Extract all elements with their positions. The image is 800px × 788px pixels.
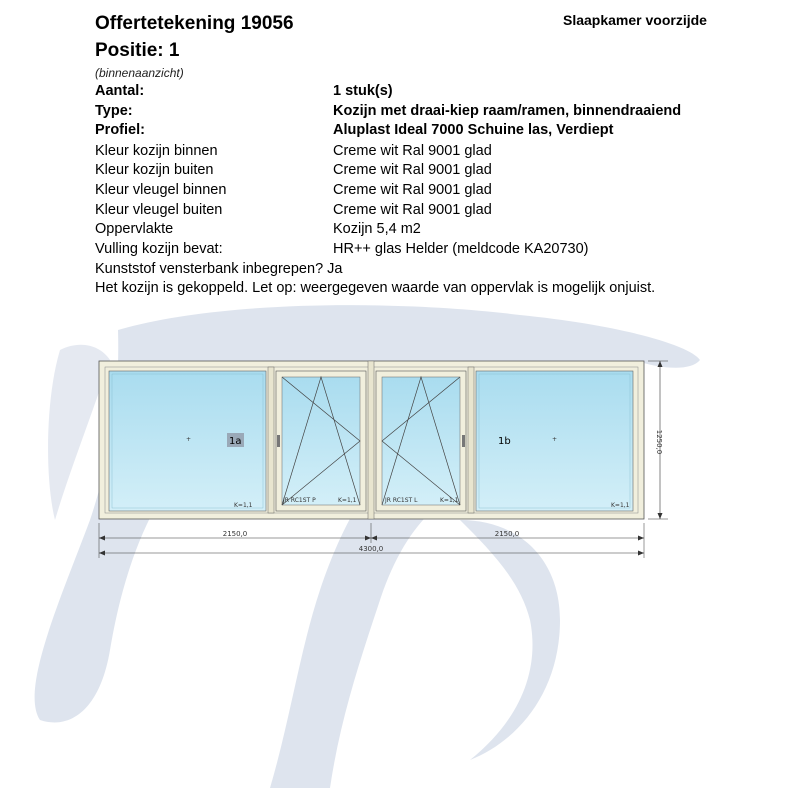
- spec-value: 1 stuk(s): [333, 83, 393, 99]
- width-dimension-right: 2150,0: [494, 530, 520, 538]
- spec-label: Aantal:: [95, 83, 145, 99]
- window-drawing: [88, 350, 678, 570]
- view-note: (binnenaanzicht): [95, 66, 184, 80]
- spec-label: Vulling kozijn bevat:: [95, 241, 223, 257]
- position-title: Positie: 1: [95, 40, 180, 61]
- spec-label: Kleur kozijn binnen: [95, 143, 218, 159]
- sash-label: JR RC1ST L: [385, 497, 418, 504]
- center-mark: +: [186, 436, 192, 443]
- height-dimension: 1250,0: [655, 429, 663, 455]
- spec-value: Kozijn met draai-kiep raam/ramen, binnendraaiend: [333, 103, 682, 119]
- spec-label: Profiel:: [95, 122, 145, 138]
- mullion: [468, 367, 474, 513]
- spec-value: Aluplast Ideal 7000 Schuine las, Verdiept: [333, 122, 614, 138]
- spec-row: [95, 121, 775, 139]
- coupled-note: Het kozijn is gekoppeld. Let op: weergegeven waarde van oppervlak is mogelijk onjuist.: [95, 280, 656, 296]
- total-width-dimension: 4300,0: [358, 545, 384, 553]
- spec-row: [95, 220, 775, 238]
- spec-label: Kleur vleugel buiten: [95, 202, 223, 218]
- k-value: K=1,1: [611, 502, 630, 509]
- center-mark: +: [552, 436, 558, 443]
- glass-sash-left: [282, 377, 360, 505]
- drawing-title: Offertetekening 19056: [95, 13, 294, 34]
- spec-value: Creme wit Ral 9001 glad: [333, 162, 492, 178]
- spec-label: Oppervlakte: [95, 221, 174, 237]
- room-label: Slaapkamer voorzijde: [563, 12, 707, 28]
- spec-value: Creme wit Ral 9001 glad: [333, 143, 492, 159]
- spec-row: [95, 142, 775, 160]
- spec-row: [95, 82, 775, 100]
- glass-sash-right: [382, 377, 460, 505]
- spec-value: Kozijn 5,4 m2: [333, 221, 421, 237]
- spec-label: Type:: [95, 103, 133, 119]
- spec-row: [95, 181, 775, 199]
- sash-label: JR RC1ST P: [283, 497, 316, 504]
- spec-row: [95, 161, 775, 179]
- width-dimension-left: 2150,0: [222, 530, 248, 538]
- mullion: [268, 367, 274, 513]
- panel-label: 1a: [229, 436, 242, 447]
- k-value: K=1,1: [440, 497, 459, 504]
- sill-note: Kunststof vensterbank inbegrepen? Ja: [95, 261, 343, 277]
- spec-row: [95, 201, 775, 219]
- k-value: K=1,1: [338, 497, 357, 504]
- spec-value: Creme wit Ral 9001 glad: [333, 202, 492, 218]
- mullion: [368, 361, 374, 519]
- panel-label: 1b: [498, 436, 511, 447]
- spec-row: [95, 240, 775, 258]
- spec-row: [95, 102, 775, 120]
- spec-value: Creme wit Ral 9001 glad: [333, 182, 492, 198]
- handle-icon: [277, 435, 280, 447]
- handle-icon: [462, 435, 465, 447]
- k-value: K=1,1: [234, 502, 253, 509]
- spec-label: Kleur vleugel binnen: [95, 182, 227, 198]
- spec-value: HR++ glas Helder (meldcode KA20730): [333, 241, 589, 257]
- spec-label: Kleur kozijn buiten: [95, 162, 214, 178]
